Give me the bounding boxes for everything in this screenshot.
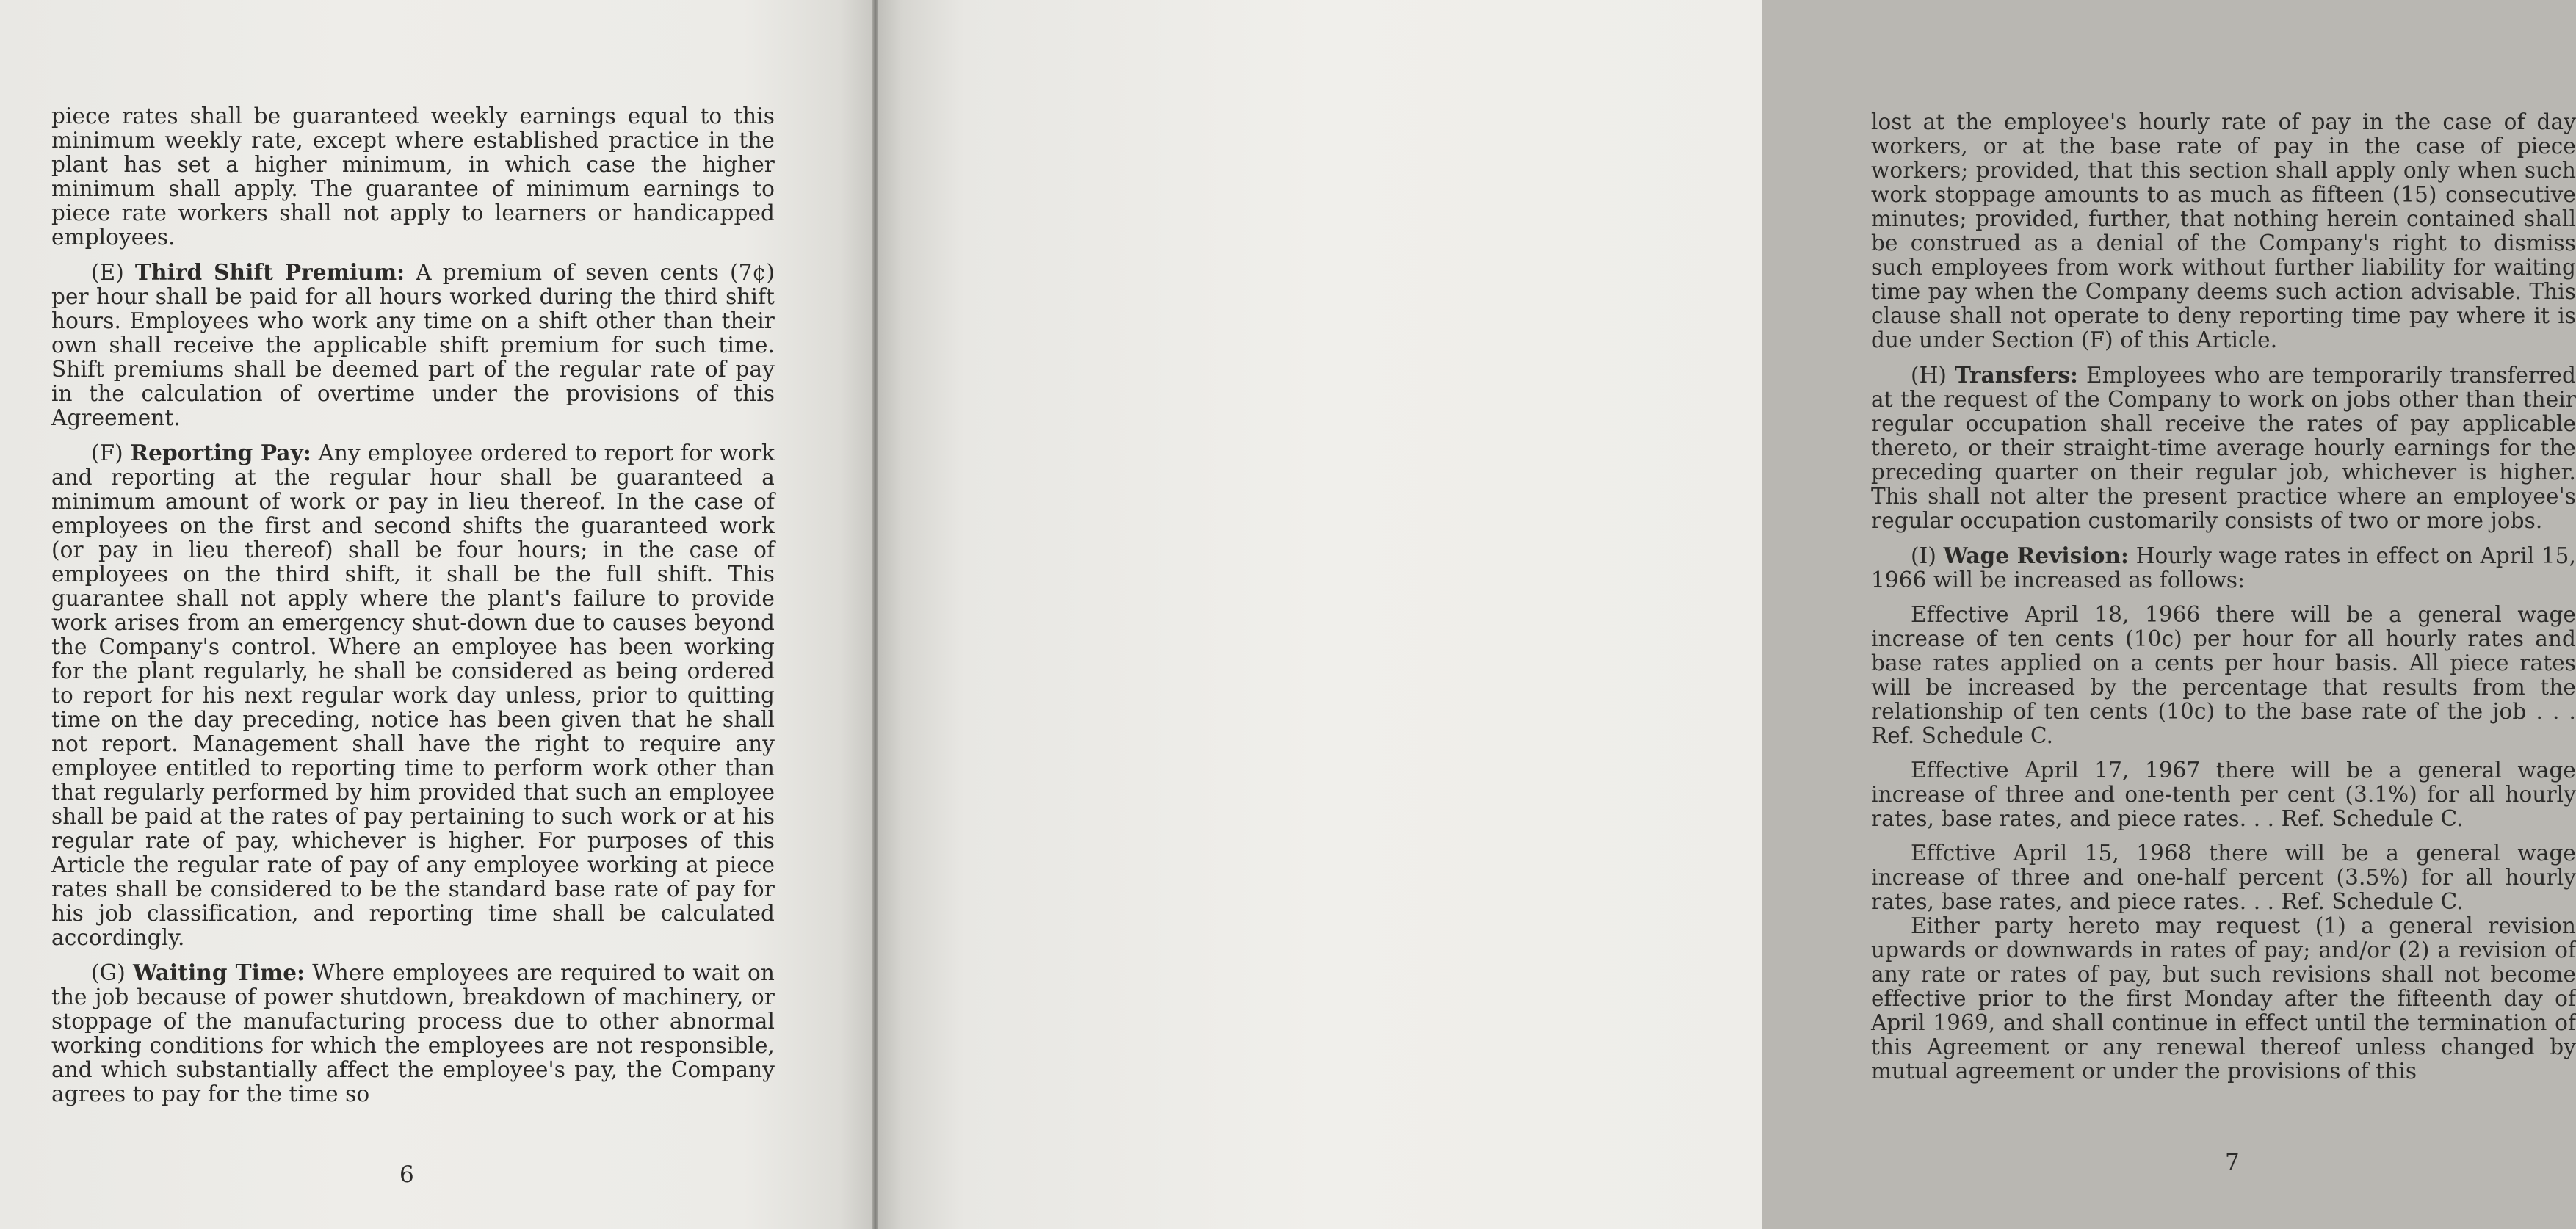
page-number-left: 6 <box>399 1161 414 1188</box>
paragraph-text: Where employees are required to wait on the job because of power shutdown, breakdown of machinery, or stoppage of the manufacturing process due to other abnormal working conditions for which the employees are not responsible, and which substantially affect the employee's pay, the Company agrees to pay for the time so <box>51 960 775 1106</box>
paragraph-third-shift-premium <box>51 260 775 430</box>
paragraph-wage-revision <box>1871 543 2576 592</box>
paragraph-either-party <box>1871 914 2576 1084</box>
page-number-right: 7 <box>2225 1149 2240 1175</box>
section-label: (E) <box>91 260 124 285</box>
section-heading: Waiting Time: <box>133 960 305 985</box>
section-heading: Third Shift Premium: <box>134 259 405 285</box>
paragraph-text: Effctive April 15, 1968 there will be a general wage increase of three and one-half percent (3.5%) for all hourly rates, base rates, and piece rates. . . Ref. Schedule C. <box>1871 841 2576 914</box>
paragraph-text: A premium of seven cents (7¢) per hour shall be paid for all hours worked during the third shift hours. Employees who work any time on a shift other than their own shall receive the applicable shift premium for such time. Shift premiums shall be deemed part of the regular rate of pay in the calculation of overtime under the provisions of this Agreement. <box>51 260 775 430</box>
paragraph-text: Employees who are temporarily transferred at the request of the Company to work on jobs other than their regular occupation shall receive the rates of pay applicable thereto, or their straight-time average hourly earnings for the preceding quarter on their regular job, whichever is higher. This shall not alter the present practice where an employee's regular occupation customarily consists of two or more jobs. <box>1871 363 2576 533</box>
paragraph-text: lost at the employee's hourly rate of pay in the case of day workers, or at the base rate of pay in the case of piece workers; provided, that this section shall apply only when such work stoppage amounts to as much as fifteen (15) consecutive minutes; provided, further, that nothing herein contained shall be construed as a denial of the Company's right to dismiss such employees from work without further liability for waiting time pay when the Company deems such action advisable. This clause shall not operate to deny reporting time pay where it is due under Section (F) of this Article. <box>1871 109 2576 352</box>
paragraph-effective-1967 <box>1871 758 2576 831</box>
section-label: (F) <box>91 441 123 465</box>
section-heading: Transfers: <box>1955 362 2079 388</box>
section-heading: Wage Revision: <box>1943 543 2130 568</box>
paragraph-text: Effective April 18, 1966 there will be a general wage increase of ten cents (10c) per hour for all hourly rates and base rates applied on a cents per hour basis. All piece rates will be increased by the percentage that results from the relationship of ten cents (10c) to the base rate of the job . . . Ref. Schedule C. <box>1871 602 2576 748</box>
paragraph-reporting-pay <box>51 441 775 950</box>
paragraph-text: Either party hereto may request (1) a general revision upwards or downwards in rates of pay; and/or (2) a revision of any rate or rates of pay, but such revisions shall not become effective prior to the first Monday after the fifteenth day of April 1969, and shall continue in effect until the termination of this Agreement or any renewal thereof unless changed by mutual agreement or under the provisions of this <box>1871 913 2576 1084</box>
paragraph-continuation <box>1871 110 2576 352</box>
paragraph-effective-1968 <box>1871 841 2576 914</box>
right-page-text <box>1871 110 2576 1094</box>
paragraph-continuation <box>51 104 775 250</box>
paragraph-text: Effective April 17, 1967 there will be a general wage increase of three and one-tenth per cent (3.1%) for all hourly rates, base rates, and piece rates. . . Ref. Schedule C. <box>1871 758 2576 831</box>
section-label: (H) <box>1911 363 1947 388</box>
paragraph-text: Any employee ordered to report for work and reporting at the regular hour shall be guaranteed a minimum amount of work or pay in lieu thereof. In the case of employees on the first and second shifts the guaranteed work (or pay in lieu thereof) shall be four hours; in the case of employees on the third shift, it shall be the full shift. This guarantee shall not apply where the plant's failure to provide work arises from an emergency shut-down due to causes beyond the Company's control. Where an employee has been working for the plant regularly, he shall be considered as being ordered to report for his next regular work day unless, prior to quitting time on the day preceding, notice has been given that he shall not report. Management shall have the right to require any employee entitled to reporting time to perform work other than that regularly performed by him provided that such an employee shall be paid at the rates of pay pertaining to such work or at his regular rate of pay, whichever is higher. For purposes of this Article the regular rate of pay of any employee working at piece rates shall be considered to be the standard base rate of pay for his job classification, and reporting time shall be calculated accordingly. <box>51 441 775 950</box>
left-page-text <box>51 104 775 1117</box>
section-label: (G) <box>91 960 126 985</box>
book-gutter <box>872 0 878 1229</box>
section-label: (I) <box>1911 543 1936 568</box>
right-page <box>875 0 2576 1229</box>
paragraph-text: Hourly wage rates in effect on April 15, 1966 will be increased as follows: <box>1871 543 2576 592</box>
section-heading: Reporting Pay: <box>130 440 311 465</box>
paragraph-transfers <box>1871 363 2576 533</box>
left-page <box>0 0 875 1229</box>
paragraph-effective-1966 <box>1871 603 2576 748</box>
paragraph-waiting-time <box>51 960 775 1106</box>
paragraph-text: piece rates shall be guaranteed weekly earnings equal to this minimum weekly rate, except where established practice in the plant has set a higher minimum, in which case the higher minimum shall apply. The guarantee of minimum earnings to piece rate workers shall not apply to learners or handicapped employees. <box>51 104 775 250</box>
